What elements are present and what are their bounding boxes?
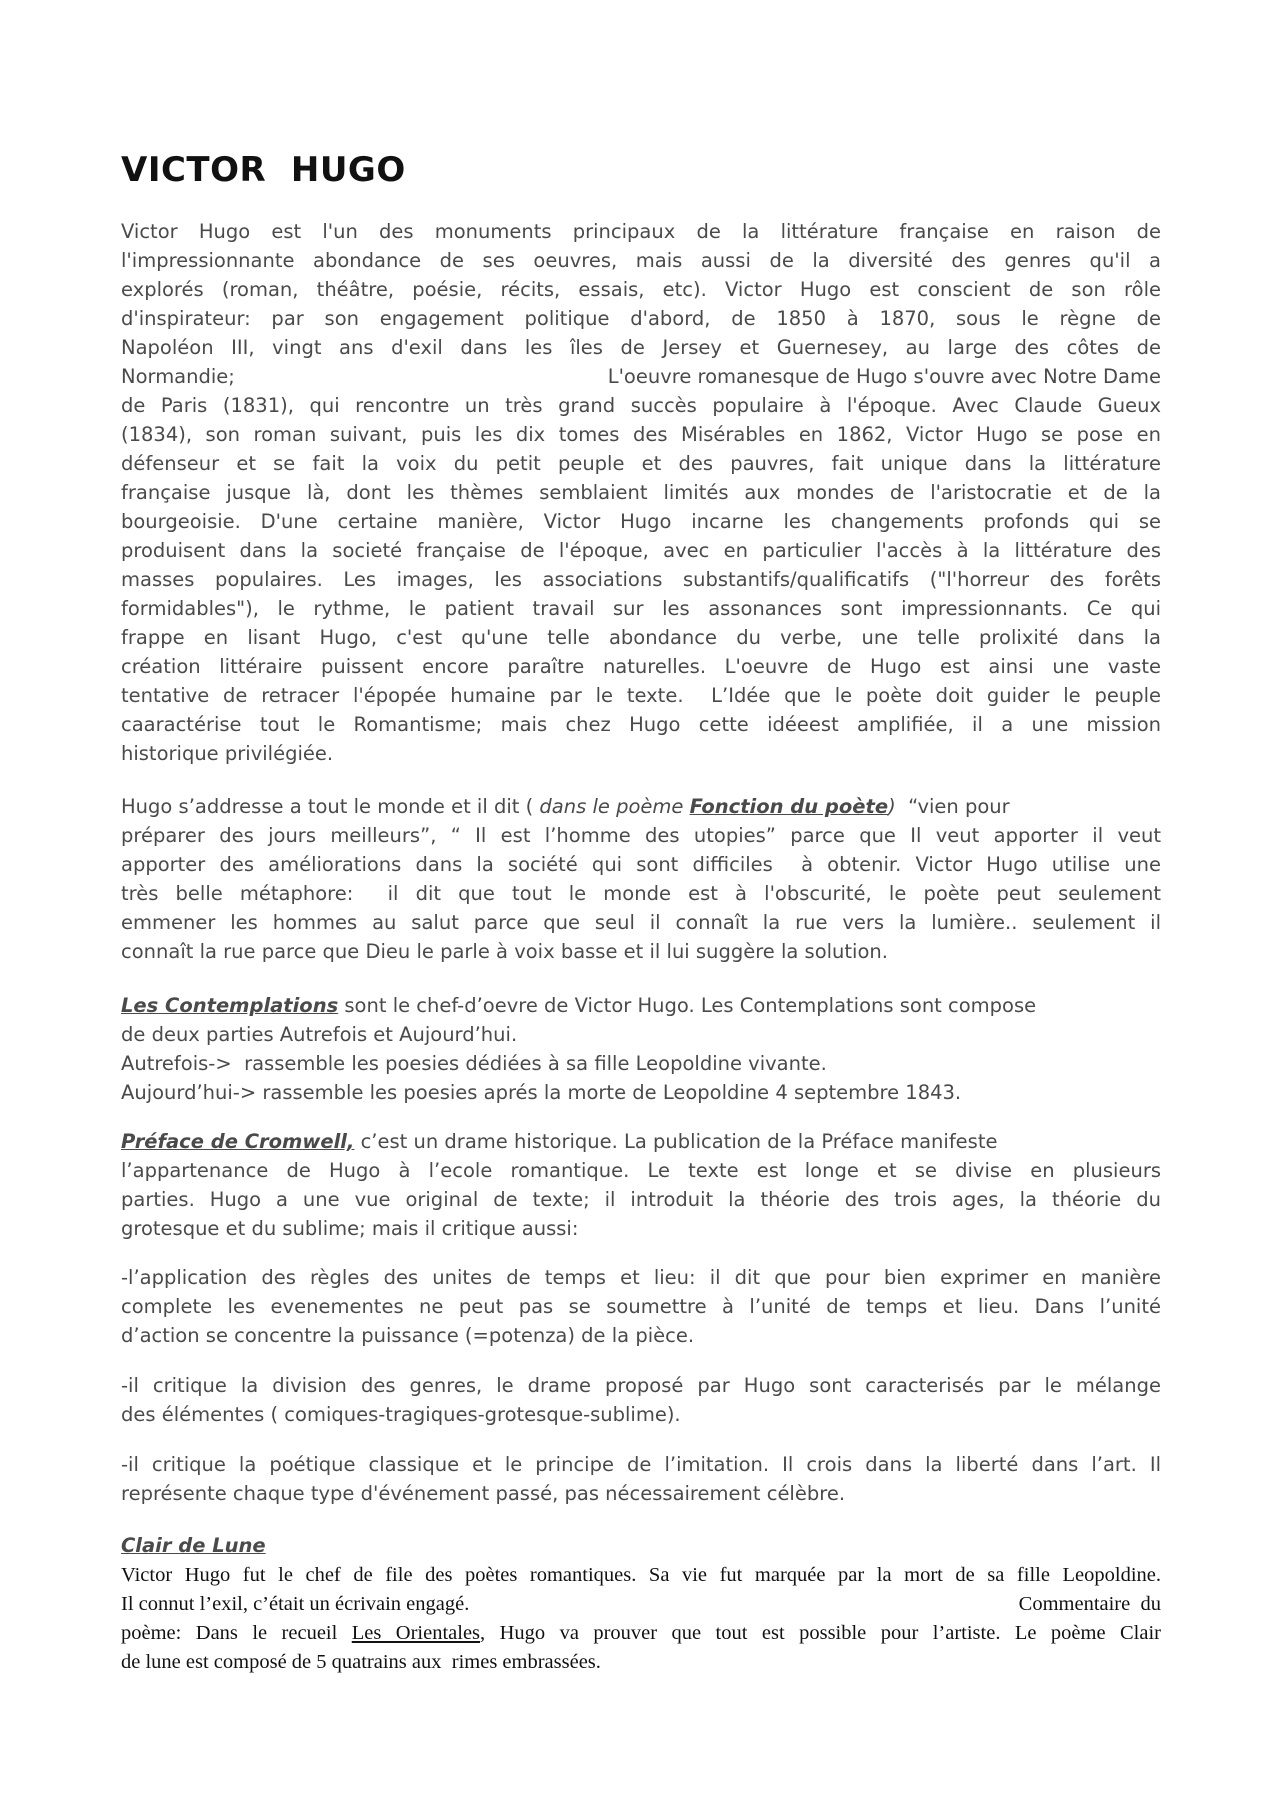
text-line	[121, 1590, 1161, 1619]
text-line: de deux parties Autrefois et Aujourd’hui.	[121, 1023, 518, 1046]
text-line: Victor Hugo fut le chef de file des poètes romantiques. Sa vie fut marquée par la mort de sa fille Leopoldine.	[121, 1564, 1161, 1586]
clair-paragraph	[121, 1561, 1161, 1677]
text-line	[121, 792, 1161, 821]
text-line: (1834), son roman suivant, puis les dix tomes des Misérables en 1862, Victor Hugo se pose en	[121, 423, 1161, 446]
text-fragment: dans le poème	[539, 795, 690, 818]
text-fragment: sont le chef-d’oevre de Victor Hugo. Les Contemplations sont compose	[338, 994, 1037, 1017]
text-line: historique privilégiée.	[121, 742, 334, 765]
text-line: des élémentes ( comiques-tragiques-grotesque-sublime).	[121, 1403, 681, 1426]
section-heading: Clair de Lune	[121, 1534, 266, 1557]
text-line: emmener les hommes au salut parce que seul il connaît la rue vers la lumière.. seulement il	[121, 911, 1161, 934]
text-line: préparer des jours meilleurs”, “ Il est l’homme des utopies” parce que Il veut apporter il veut	[121, 824, 1161, 847]
contemplations-paragraph	[121, 991, 1161, 1107]
text-fragment: “vien pour	[895, 795, 1010, 818]
text-line: française jusque là, dont les thèmes semblaient limités aux mondes de l'aristocratie et de la	[121, 481, 1161, 504]
text-line: l’appartenance de Hugo à l’ecole romantique. Le texte est longe et se divise en plusieurs	[121, 1159, 1161, 1182]
text-line: d’action se concentre la puissance (=potenza) de la pièce.	[121, 1324, 695, 1347]
text-line: l'impressionnante abondance de ses oeuvres, mais aussi de la diversité des genres qu'il a	[121, 249, 1161, 272]
poem-title: Fonction du poète	[689, 795, 889, 818]
text-line	[121, 1127, 1161, 1156]
text-line: formidables"), le rythme, le patient travail sur les assonances sont impressionnants. Ce qui	[121, 597, 1161, 620]
text-line: Aujourd’hui-> rassemble les poesies aprés la morte de Leopoldine 4 septembre 1843.	[121, 1081, 962, 1104]
text-line	[121, 362, 1161, 391]
text-fragment: Hugo s’addresse a tout le monde et il dit (	[121, 795, 540, 818]
text-line: de lune est composé de 5 quatrains aux rimes embrassées.	[121, 1651, 601, 1673]
text-line: -il critique la poétique classique et le principe de l’imitation. Il crois dans la liberté dans l’art. Il	[121, 1453, 1161, 1476]
critique-paragraph	[121, 1263, 1161, 1350]
text-fragment: poème: Dans le recueil	[121, 1622, 352, 1644]
text-line: explorés (roman, théâtre, poésie, récits, essais, etc). Victor Hugo est conscient de son rôle	[121, 278, 1161, 301]
text-line: création littéraire puissent encore paraître naturelles. L'oeuvre de Hugo est ainsi une vaste	[121, 655, 1161, 678]
text-line: représente chaque type d'événement passé, pas nécessairement célèbre.	[121, 1482, 846, 1505]
text-fragment: Normandie;	[121, 365, 235, 388]
text-line: Victor Hugo est l'un des monuments principaux de la littérature française en raison de	[121, 220, 1161, 243]
text-fragment: c’est un drame historique. La publication de la Préface manifeste	[354, 1130, 998, 1153]
text-line: complete les evenementes ne peut pas se soumettre à l’unité de temps et lieu. Dans l’unité	[121, 1295, 1161, 1318]
text-line: de Paris (1831), qui rencontre un très grand succès populaire à l'époque. Avec Claude Gueux	[121, 394, 1161, 417]
text-line: produisent dans la societé française de l'époque, avec en particulier l'accès à la littérature des	[121, 539, 1161, 562]
clair-heading-block	[121, 1531, 1161, 1560]
page-title: VICTOR HUGO	[121, 150, 406, 190]
text-line: -l’application des règles des unites de temps et lieu: il dit que pour bien exprimer en manière	[121, 1266, 1161, 1289]
text-line	[121, 991, 1161, 1020]
text-line	[121, 1619, 1161, 1648]
text-fragment: Commentaire du	[1018, 1593, 1161, 1615]
text-line: parties. Hugo a une vue original de texte; il introduit la théorie des trois ages, la théorie du	[121, 1188, 1161, 1211]
text-line: apporter des améliorations dans la société qui sont difficiles à obtenir. Victor Hugo utilise une	[121, 853, 1161, 876]
section-heading: Les Contemplations	[121, 994, 339, 1017]
text-fragment: Il connut l’exil, c’était un écrivain engagé.	[121, 1593, 470, 1615]
text-line: Napoléon III, vingt ans d'exil dans les îles de Jersey et Guernesey, au large des côtes de	[121, 336, 1161, 359]
section-heading: Préface de Cromwell,	[121, 1130, 355, 1153]
text-line: bourgeoisie. D'une certaine manière, Victor Hugo incarne les changements profonds qui se	[121, 510, 1161, 533]
intro-paragraph	[121, 217, 1161, 768]
text-line: défenseur et se fait la voix du petit peuple et des pauvres, fait unique dans la littérature	[121, 452, 1161, 475]
text-line: frappe en lisant Hugo, c'est qu'une telle abondance du verbe, une telle prolixité dans la	[121, 626, 1161, 649]
critique-paragraph	[121, 1450, 1161, 1508]
fonction-paragraph	[121, 792, 1161, 966]
text-line: très belle métaphore: il dit que tout le monde est à l'obscurité, le poète peut seulement	[121, 882, 1161, 905]
text-line: masses populaires. Les images, les associations substantifs/qualificatifs ("l'horreur des forêts	[121, 568, 1161, 591]
text-line: Autrefois-> rassemble les poesies dédiées à sa fille Leopoldine vivante.	[121, 1052, 827, 1075]
text-fragment: )	[888, 795, 896, 818]
text-line: d'inspirateur: par son engagement politique d'abord, de 1850 à 1870, sous le règne de	[121, 307, 1161, 330]
text-line: connaît la rue parce que Dieu le parle à voix basse et il lui suggère la solution.	[121, 940, 888, 963]
critique-paragraph	[121, 1371, 1161, 1429]
text-line: grotesque et du sublime; mais il critique aussi:	[121, 1217, 579, 1240]
cromwell-paragraph	[121, 1127, 1161, 1243]
text-fragment: , Hugo va prouver que tout est possible pour l’artiste. Le poème Clair	[480, 1622, 1161, 1644]
text-line: tentative de retracer l'épopée humaine par le texte. L’Idée que le poète doit guider le peuple	[121, 684, 1161, 707]
text-fragment: L'oeuvre romanesque de Hugo s'ouvre avec Notre Dame	[607, 365, 1161, 388]
text-line	[121, 1531, 1161, 1560]
collection-title: Les Orientales	[351, 1622, 481, 1644]
text-line: caaractérise tout le Romantisme; mais chez Hugo cette idéeest amplifiée, il a une mission	[121, 713, 1161, 736]
text-line: -il critique la division des genres, le drame proposé par Hugo sont caracterisés par le mélange	[121, 1374, 1161, 1397]
